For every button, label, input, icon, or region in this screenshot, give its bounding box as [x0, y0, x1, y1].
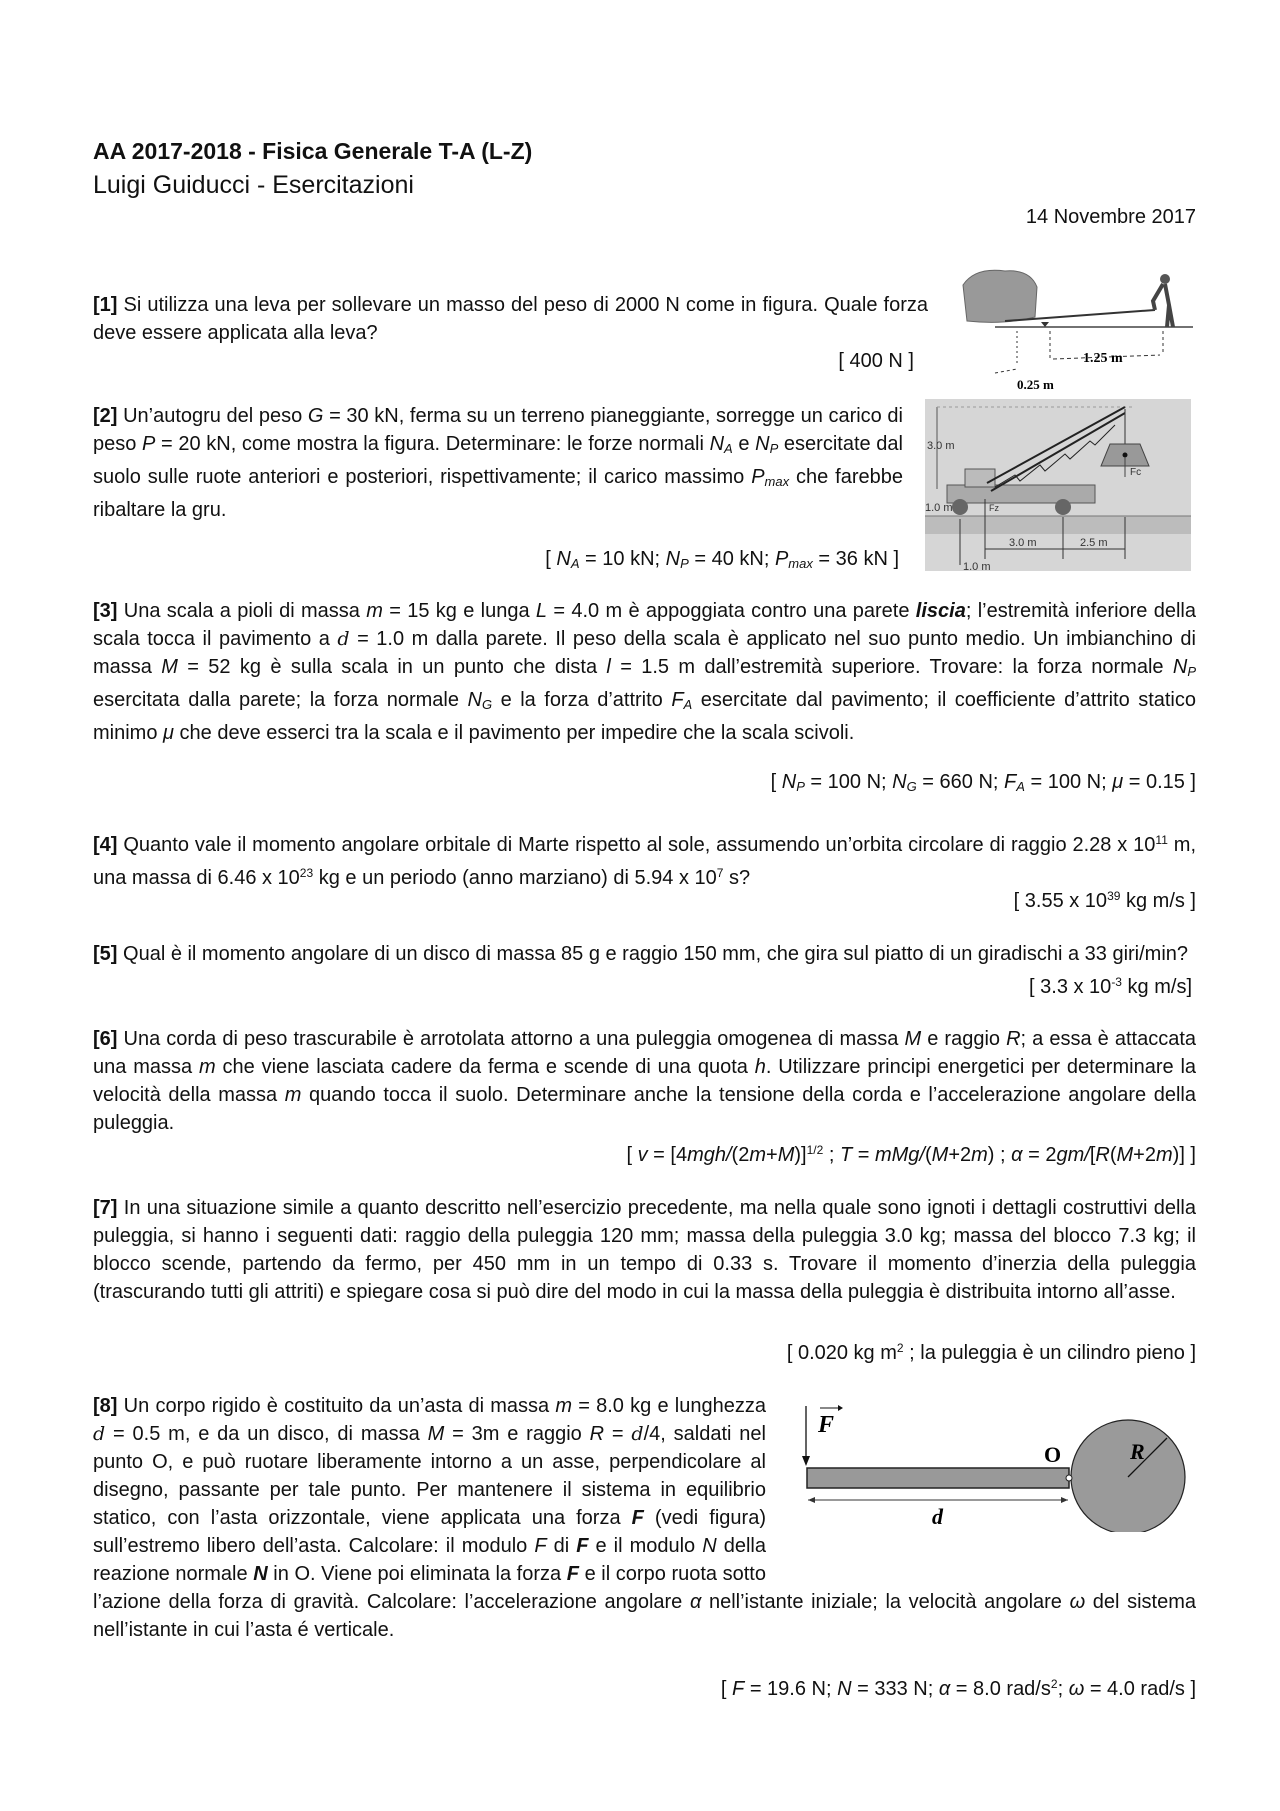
text-run: che viene lasciata cadere da ferma e scende di una quota [215, 1056, 755, 1078]
text-run: mMg/ [874, 1144, 925, 1166]
text-run: = 3m e raggio [444, 1423, 590, 1445]
text-run: 23 [299, 866, 314, 880]
text-run: [ [545, 548, 557, 570]
rod-disk-figure [794, 1392, 1198, 1532]
text-run: = 19.6 N; [744, 1678, 838, 1700]
text-run: = 8.0 kg e lunghezza [572, 1395, 766, 1417]
text-run: max [788, 556, 813, 571]
text-run: = 30 kN, ferma su un terreno pianeggiante, sorregge un carico di peso [93, 405, 903, 455]
crane-figure [925, 399, 1191, 571]
text-run: [ [1089, 1144, 1096, 1166]
person-head [1160, 274, 1170, 284]
text-run: = 333 N; [851, 1678, 939, 1700]
length-arrowhead-right [1061, 1497, 1068, 1503]
crane-label-right: 2.5 m [1080, 537, 1108, 549]
text-run: A [683, 697, 693, 712]
problem-6-answer [626, 1136, 1196, 1169]
text-run: N [253, 1563, 268, 1585]
force-arrowhead [802, 1456, 810, 1466]
text-run: [ 3.55 x 10 [1013, 890, 1108, 912]
rock-shape [963, 270, 1037, 322]
text-run: [ [626, 1144, 638, 1166]
text-run: s? [723, 867, 751, 889]
vector-arrowhead [838, 1405, 843, 1411]
text-run: m, una massa di 6.46 x 10 [93, 834, 1196, 889]
rear-wheel [1055, 499, 1071, 515]
text-run: in O. Viene poi eliminata la forza [267, 1563, 567, 1585]
crane-label-fz: Fz [989, 503, 999, 513]
text-run: N [781, 771, 797, 793]
lever-label-short: 0.25 m [1017, 377, 1054, 392]
text-run: 1/2 [806, 1143, 824, 1157]
problem-2-answer [545, 545, 899, 578]
text-run: d [337, 628, 350, 650]
text-run: F [566, 1563, 579, 1585]
text-run: (2 [731, 1144, 750, 1166]
text-run: ; a essa è attaccata una massa [93, 1028, 1197, 1078]
text-run: = [604, 1423, 632, 1445]
text-run: [ 3.3 x 10 [1029, 976, 1112, 998]
dimension-line [995, 369, 1017, 373]
text-run: quando tocca il suolo. Determinare anche la tensione della corda e l’accelerazione angolare della puleggia. [93, 1084, 1196, 1134]
text-run: -3 [1111, 975, 1122, 989]
document-date: 14 Novembre 2017 [1025, 206, 1196, 228]
length-arrowhead-left [808, 1497, 815, 1503]
text-run: L [535, 600, 548, 622]
text-run: m [555, 1395, 573, 1417]
text-run: [7] [93, 1197, 118, 1219]
text-run: 2 [896, 1341, 904, 1355]
text-run: e il modulo [588, 1535, 703, 1557]
text-run: = 1.5 m dall’estremità superiore. Trovare: la forza normale [610, 656, 1173, 678]
text-run: M [931, 1144, 949, 1166]
text-run: α [689, 1591, 702, 1613]
rod [807, 1468, 1069, 1488]
text-run: ω [1068, 1678, 1085, 1700]
text-run: N [467, 689, 482, 711]
ground-band [925, 516, 1191, 534]
text-run: e raggio [921, 1028, 1007, 1050]
text-run: P [1187, 664, 1196, 679]
text-run: ; [1057, 1678, 1069, 1700]
length-label: d [932, 1504, 943, 1529]
text-run: A [724, 441, 733, 456]
text-run: μ [1112, 771, 1124, 793]
text-run: F [576, 1535, 589, 1557]
text-run: α [938, 1678, 951, 1700]
text-run: = 4.0 rad/s ] [1084, 1678, 1196, 1700]
text-run: = 8.0 rad/s [950, 1678, 1051, 1700]
text-run: = 2 [1022, 1144, 1057, 1166]
problem-5-answer [1029, 968, 1192, 1001]
text-run: ( [924, 1144, 932, 1166]
text-run: R [589, 1423, 605, 1445]
text-run: = 100 N; [804, 771, 893, 793]
text-run: kg e un periodo (anno marziano) di 5.94 x 10 [313, 867, 717, 889]
text-run: A [570, 556, 580, 571]
problem-6-text [93, 1025, 1196, 1137]
text-run: = 40 kN; [688, 548, 775, 570]
text-run: di [546, 1535, 577, 1557]
text-run: kg m/s ] [1120, 890, 1196, 912]
text-run: = 1.0 m dalla parete. Il peso della scala è applicato nel suo punto medio. Un imbianchino di massa [93, 628, 1196, 678]
text-run: N [665, 548, 681, 570]
text-run: che deve esserci tra la scala e il pavimento per impedire che la scala scivoli. [173, 722, 855, 744]
problem-7-text [93, 1194, 1196, 1306]
text-run: 2 [1050, 1677, 1058, 1691]
text-run: P [142, 433, 156, 455]
text-run: N [837, 1678, 852, 1700]
truck-cab [965, 469, 995, 487]
text-run: = 36 kN ] [812, 548, 899, 570]
author-subtitle: Luigi Guiducci - Esercitazioni [93, 171, 414, 199]
text-run: 7 [716, 866, 724, 880]
text-run: P [796, 779, 805, 794]
text-run: G [906, 779, 917, 794]
pivot-point [1066, 1475, 1072, 1481]
text-run: Una corda di peso trascurabile è arrotolata attorno a una puleggia omogenea di massa [117, 1028, 905, 1050]
text-run: Si utilizza una leva per sollevare un masso del peso di 2000 N come in figura. Quale forza deve essere applicata alla leva? [93, 294, 928, 344]
problem-1-text [93, 291, 928, 347]
text-run: ω [1069, 1591, 1086, 1613]
text-run: + [766, 1144, 778, 1166]
text-run: [ [770, 771, 782, 793]
text-run: esercitate dal pavimento; il coefficiente d’attrito statico minimo [93, 689, 1196, 744]
text-run: N [1172, 656, 1188, 678]
text-run: A [1016, 779, 1025, 794]
text-run: = 0.15 ] [1123, 771, 1196, 793]
text-run: gm/ [1056, 1144, 1090, 1166]
load-center [1123, 453, 1128, 458]
text-run: . Utilizzare principi energetici per determinare la velocità della massa [93, 1056, 1197, 1106]
text-run: = 4.0 m è appoggiata contro una parete [547, 600, 916, 622]
text-run: = [852, 1144, 875, 1166]
text-run: M [1116, 1144, 1134, 1166]
text-run: N [702, 1535, 717, 1557]
text-run: liscia [915, 600, 966, 622]
text-run: M [777, 1144, 795, 1166]
text-run: mgh/ [687, 1144, 732, 1166]
text-run: R [1006, 1028, 1021, 1050]
text-run: G [307, 405, 324, 427]
text-run: P [680, 556, 689, 571]
text-run: [ 0.020 kg m [786, 1342, 897, 1364]
text-run: F [732, 1678, 745, 1700]
text-run: del sistema nell’istante in cui l’asta é verticale. [93, 1591, 1196, 1641]
text-run: esercitata dalla parete; la forza normale [93, 689, 468, 711]
truck-body [947, 485, 1095, 503]
text-run: N [556, 548, 571, 570]
text-run: P [769, 441, 779, 456]
text-run: M [904, 1028, 922, 1050]
text-run: d [93, 1423, 106, 1445]
text-run: [8] [93, 1395, 118, 1417]
problem-1-answer [838, 347, 914, 375]
text-run: 39 [1107, 889, 1121, 903]
text-run: nell’istante iniziale; la velocità angolare [701, 1591, 1070, 1613]
text-run: M [427, 1423, 445, 1445]
problem-7-answer [787, 1334, 1196, 1367]
force-label: F [818, 1412, 835, 1438]
person-body [1153, 284, 1173, 327]
text-run: = 660 N; [916, 771, 1005, 793]
problem-8-block [93, 1392, 1196, 1644]
text-run: ; l’estremità inferiore della scala tocca il pavimento a [93, 600, 1196, 650]
text-run: G [481, 697, 493, 712]
front-wheel [952, 499, 968, 515]
text-run: Un’autogru del peso [117, 405, 308, 427]
text-run: della reazione normale [93, 1535, 766, 1585]
text-run: F [631, 1507, 644, 1529]
problem-8-answer [721, 1670, 1196, 1703]
text-run: +2 [1133, 1144, 1156, 1166]
text-run: )] ] [1172, 1144, 1196, 1166]
text-run: kg m/s] [1121, 976, 1192, 998]
text-run: 11 [1155, 833, 1168, 847]
crane-label-fc: Fc [1130, 467, 1142, 478]
text-run: ( [1109, 1144, 1117, 1166]
text-run: M [161, 656, 178, 678]
text-run: T [839, 1144, 853, 1166]
text-run: Un corpo rigido è costituito da un’asta di massa [117, 1395, 556, 1417]
text-run: [6] [93, 1028, 118, 1050]
crane-label-left: 1.0 m [925, 502, 953, 514]
text-run: che farebbe ribaltare la gru. [93, 466, 903, 521]
text-run: N [755, 433, 770, 455]
text-run: [5] [93, 943, 118, 965]
crane-label-mid: 3.0 m [1009, 537, 1037, 549]
text-run: [3] [93, 600, 118, 622]
problem-3-answer [771, 768, 1196, 801]
text-run: = 52 kg è sulla scala in un punto che dista [177, 656, 607, 678]
text-run: v [637, 1144, 648, 1166]
text-run: = 20 kN, come mostra la figura. Determinare: le forze normali [155, 433, 710, 455]
text-run: m [284, 1084, 302, 1106]
text-run: = 0.5 m, e da un disco, di massa [105, 1423, 428, 1445]
text-run: [2] [93, 405, 118, 427]
rod-disk-figure-wrap [766, 1392, 1196, 1588]
text-run: esercitate dal suolo sulle ruote anteriori e posteriori, rispettivamente; il carico massimo [93, 433, 903, 488]
text-run: P [751, 466, 765, 488]
course-title: AA 2017-2018 - Fisica Generale T-A (L-Z) [93, 138, 533, 164]
text-run: = 10 kN; [579, 548, 666, 570]
lever-figure [955, 265, 1195, 393]
text-run: m [1155, 1144, 1173, 1166]
text-run: Qual è il momento angolare di un disco di massa 85 g e raggio 150 mm, che gira sul piatto di un giradischi a 33 giri/min? [117, 943, 1189, 965]
disk [1071, 1420, 1185, 1532]
problem-5-text [93, 940, 1196, 968]
text-run: e il corpo ruota sotto l’azione della forza di gravità. Calcolare: l’accelerazione angolare [93, 1563, 766, 1613]
text-run: m [971, 1144, 988, 1166]
pivot-label: O [1044, 1442, 1062, 1467]
text-run: F [1004, 771, 1017, 793]
lever-label-long: 1.25 m [1083, 351, 1123, 366]
text-run: [4] [93, 834, 118, 856]
problem-2-text [93, 402, 903, 524]
text-run: P [774, 548, 789, 570]
text-run: N [709, 433, 725, 455]
problem-3-text [93, 597, 1196, 747]
radius-label: R [1130, 1439, 1145, 1464]
text-run: +2 [948, 1144, 972, 1166]
text-run: F [671, 689, 684, 711]
text-run: e [732, 433, 756, 455]
text-run: ; la puleggia è un cilindro pieno ] [903, 1342, 1196, 1364]
text-run: = [4 [647, 1144, 688, 1166]
text-run: [ 400 N ] [838, 350, 914, 372]
text-run: /4, saldati nel punto O, e può ruotare liberamente intorno a un asse, perpendicolare al disegno, passante per tale punto. Per mantenere il sistema in equilibrio statico, con l’asta orizzontale, viene applicata una forza [93, 1423, 766, 1529]
text-run: Una scala a pioli di massa [117, 600, 367, 622]
crane-label-height: 3.0 m [927, 440, 955, 452]
text-run: = 15 kg e lunga [382, 600, 536, 622]
text-run: N [892, 771, 907, 793]
text-run: m [749, 1144, 767, 1166]
text-run: m [366, 600, 383, 622]
text-run: l [606, 656, 611, 678]
problem-4-answer [1014, 882, 1196, 915]
text-run: R [1095, 1144, 1110, 1166]
crane-label-bottom: 1.0 m [963, 561, 991, 571]
text-run: F [534, 1535, 547, 1557]
text-run: d [631, 1423, 644, 1445]
text-run: Quanto vale il momento angolare orbitale di Marte rispetto al sole, assumendo un’orbita circolare di raggio 2.28 x 10 [117, 834, 1156, 856]
text-run: = 100 N; [1024, 771, 1113, 793]
text-run: μ [163, 722, 174, 744]
text-run: h [754, 1056, 766, 1078]
text-run: m [198, 1056, 216, 1078]
text-run: ; [823, 1144, 840, 1166]
text-run: In una situazione simile a quanto descritto nell’esercizio precedente, ma nella quale sono ignoti i dettagli costruttivi della puleggia, si hanno i seguenti dati: raggio della puleggia 120 mm; massa della puleggia 3.0 kg; massa del blocco 7.3 kg; il blocco scende, partendo da fermo, per 450 mm in un tempo di 0.33 s. Trovare il momento d’inerzia della puleggia (trascurando tutti gli attriti) e spiegare cosa si può dire del modo in cui la massa della puleggia è distribuita intorno all’asse. [93, 1197, 1196, 1303]
text-run: max [764, 474, 790, 489]
text-run: (vedi figura) sull’estremo libero dell’asta. Calcolare: il modulo [93, 1507, 766, 1557]
text-run: ) ; [987, 1144, 1012, 1166]
text-run: α [1011, 1144, 1023, 1166]
text-run: e la forza d’attrito [492, 689, 672, 711]
text-run: [1] [93, 294, 118, 316]
text-run: [ [720, 1678, 733, 1700]
text-run: )] [794, 1144, 807, 1166]
